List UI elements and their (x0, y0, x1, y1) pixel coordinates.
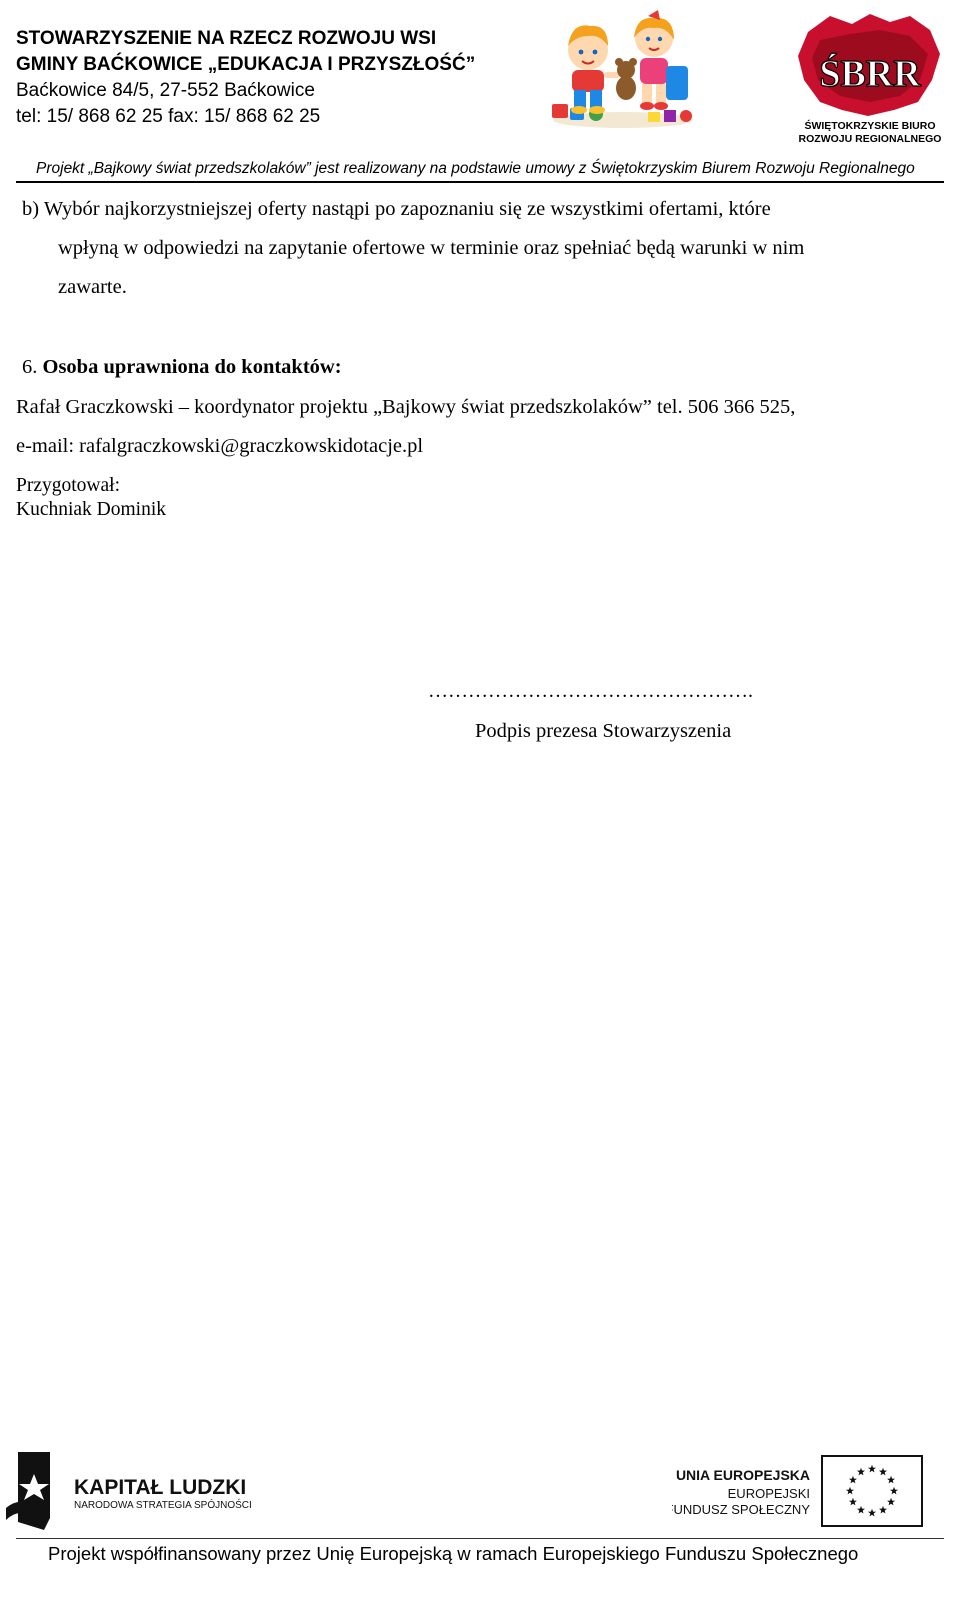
org-name-line1: STOWARZYSZENIE NA RZECZ ROZWOJU WSI (16, 28, 437, 49)
signature-line: …………………………………………. (428, 680, 753, 702)
contact-person-line: Rafał Graczkowski – koordynator projektu „Bajkowy świat przedszkolaków” tel. 506 366 525, (16, 396, 796, 418)
children-playing-illustration (548, 8, 698, 130)
kapital-ludzki-logo (4, 1448, 254, 1532)
eu-line2: EUROPEJSKI (727, 1486, 810, 1501)
footer-divider (16, 1538, 944, 1539)
paragraph-b-line2: wpłyną w odpowiedzi na zapytanie ofertowe w terminie oraz spełniać będą warunki w nim (58, 237, 805, 259)
eu-flag-icon (822, 1456, 922, 1526)
prepared-by-name: Kuchniak Dominik (16, 499, 167, 520)
contact-email-line: e-mail: rafalgraczkowski@graczkowskidotacje.pl (16, 435, 424, 457)
eu-line1: UNIA EUROPEJSKA (675, 1467, 810, 1483)
eu-efs-logo (672, 1454, 924, 1530)
sbrr-caption-line1: ŚWIĘTOKRZYSKIE BIURO (804, 120, 936, 132)
kapital-ludzki-emblem-icon (6, 1452, 50, 1530)
section-6-heading (22, 354, 342, 380)
sbrr-logo (790, 10, 950, 150)
swietokrzyskie-region-map-icon (790, 10, 950, 120)
org-name-line2: GMINY BAĆKOWICE „EDUKACJA I PRZYSZŁOŚĆ” (16, 54, 476, 75)
sbrr-caption-line2: ROZWOJU REGIONALNEGO (798, 133, 942, 145)
section-6-number: 6. (22, 356, 38, 378)
paragraph-b-line3: zawarte. (58, 276, 127, 298)
section-6-title: Osoba uprawniona do kontaktów: (42, 356, 342, 378)
organization-header (16, 26, 536, 130)
kl-title: KAPITAŁ LUDZKI (74, 1476, 247, 1499)
eu-line3: FUNDUSZ SPOŁECZNY (672, 1502, 810, 1517)
prepared-by-label: Przygotował: (16, 475, 120, 496)
org-phone: tel: 15/ 868 62 25 fax: 15/ 868 62 25 (16, 106, 321, 127)
signature-label: Podpis prezesa Stowarzyszenia (475, 720, 732, 742)
paragraph-b-line1: b) Wybór najkorzystniejszej oferty nastąpi po zapoznaniu się ze wszystkimi ofertami, które (22, 198, 771, 220)
cofinancing-statement: Projekt współfinansowany przez Unię Europejską w ramach Europejskiego Funduszu Społecznego (48, 1543, 859, 1564)
org-address: Baćkowice 84/5, 27-552 Baćkowice (16, 80, 315, 101)
sbrr-logo-letters: ŚBRR (819, 53, 921, 95)
header-divider (16, 181, 944, 183)
project-info-line: Projekt „Bajkowy świat przedszkolaków” jest realizowany na podstawie umowy z Świętokrzyskim Biurem Rozwoju Regionalnego (36, 160, 915, 177)
kl-subtitle: NARODOWA STRATEGIA SPÓJNOŚCI (74, 1500, 252, 1511)
